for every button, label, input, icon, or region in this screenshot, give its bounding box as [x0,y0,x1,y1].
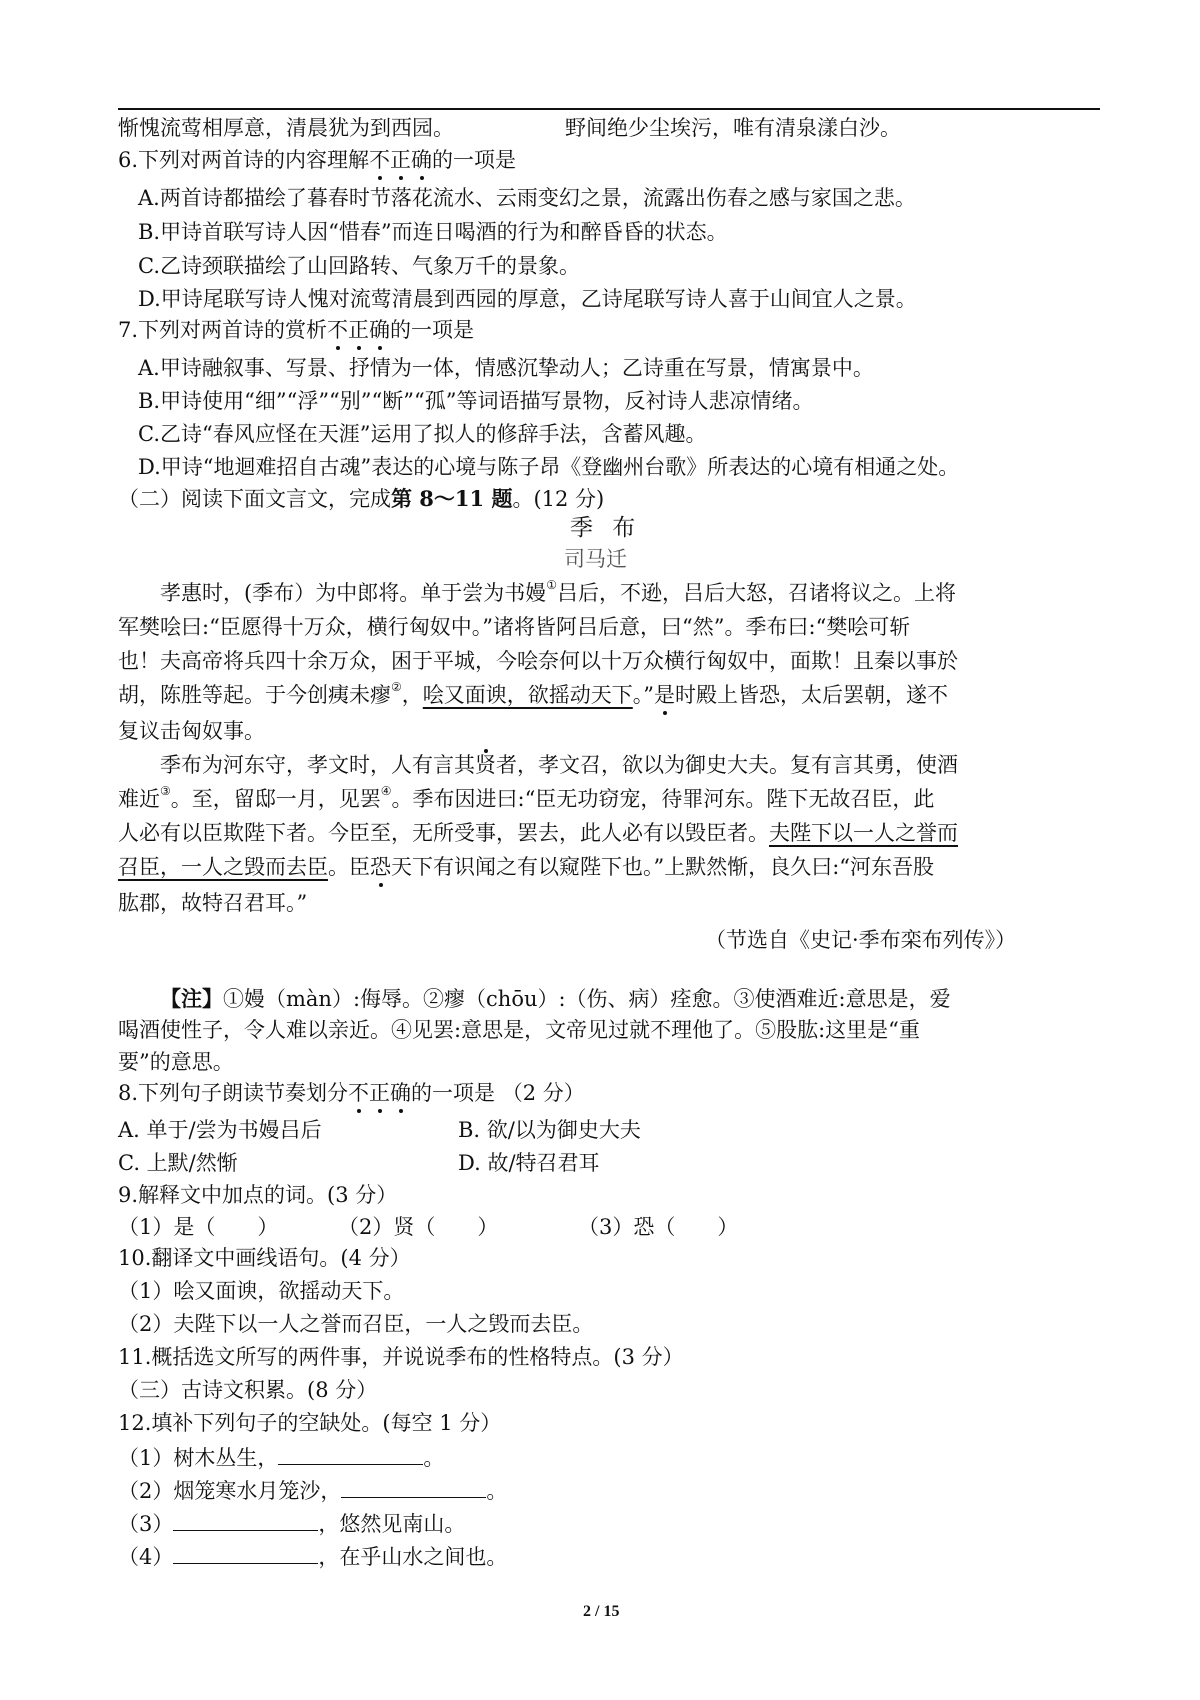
dotted-word-xian: 贤 [475,753,496,777]
q12-item3: （3） ，悠然见南山。 [118,1512,466,1536]
passage-p2-line5: 肱郡，故特召君耳。” [118,891,308,915]
q7-option-b: B.甲诗使用“细”“浮”“别”“断”“孤”等词语描写景物，反衬诗人悲凉情绪。 [138,389,814,413]
q12-stem: 12.填补下列句子的空缺处。(每空 1 分） [118,1411,502,1435]
q6-option-a: A.两首诗都描绘了暮春时节落花流水、云雨变幻之景，流露出伤春之感与家国之悲。 [138,186,916,210]
passage-p1-line3: 也！夫高帝将兵四十余万众，困于平城，今哙奈何以十万众横行匈奴中，面欺！且秦以事於 [118,649,958,673]
q6-stem: 6.下列对两首诗的内容理解不正确的一项是 [118,148,517,172]
dotted-word-shi: 是 [654,683,676,707]
passage-p2-line4: 召臣，一人之毁而去臣。臣恐天下有识闻之有以窥陛下也。”上默然惭，良久曰:“河东吾股 [118,855,935,879]
fill-blank-4 [173,1545,318,1564]
q6-option-d: D.甲诗尾联写诗人愧对流莺清晨到西园的厚意，乙诗尾联写诗人喜于山间宜人之景。 [138,287,917,311]
passage-p2-line3: 人必有以臣欺陛下者。今臣至，无所受事，罢去，此人必有以毁臣者。夫陛下以一人之誉而 [118,821,958,845]
fill-blank-1 [278,1446,423,1465]
underlined-sentence-2a: 夫陛下以一人之誉而 [769,821,958,845]
q8-option-a: A. 单于/尝为书嫚吕后 [118,1118,322,1142]
passage-p1-line1: 孝惠时，(季布）为中郎将。单于尝为书嫚①吕后，不逊，吕后大怒，召诸将议之。上将 [160,578,956,605]
q7-option-a: A.甲诗融叙事、写景、抒情为一体，情感沉挚动人；乙诗重在写景，情寓景中。 [138,356,874,380]
notes-line1: 【注】①嫚（màn）:侮辱。②瘳（chōu）:（伤、病）痊愈。③使酒难近:意思是，爱 [160,986,951,1011]
passage-author: 司马迁 [564,547,627,571]
q9-item2: （2）贤（ ） [338,1215,499,1239]
section2-heading: （二）阅读下面文言文，完成第 8～11 题。(12 分) [118,486,605,511]
q12-item2: （2）烟笼寒水月笼沙， 。 [118,1479,508,1503]
passage-source: （节选自《史记·季布栾布列传》） [705,928,1017,952]
q12-item1: （1）树木丛生， 。 [118,1446,445,1470]
fill-blank-2 [341,1479,486,1498]
q8-option-b: B. 欲/以为御史大夫 [458,1118,641,1142]
q10-stem: 10.翻译文中画线语句。(4 分） [118,1246,411,1270]
q12-item4: （4） ，在乎山水之间也。 [118,1545,508,1569]
q6-option-b: B.甲诗首联写诗人因“惜春”而连日喝酒的行为和醉昏昏的状态。 [138,220,728,244]
q10-item2: （2）夫陛下以一人之誉而召臣，一人之毁而去臣。 [118,1312,594,1336]
q8-stem: 8.下列句子朗读节奏划分不正确的一项是 （2 分） [118,1081,585,1105]
passage-p2-line2: 难近③。至，留邸一月，见罢④。季布因进曰:“臣无功窃宠，待罪河东。陛下无故召臣，此 [118,784,935,811]
q8-option-c: C. 上默/然惭 [118,1151,238,1175]
q7-stem: 7.下列对两首诗的赏析不正确的一项是 [118,318,475,342]
fill-blank-3 [173,1512,318,1531]
passage-title: 季 布 [570,515,642,541]
passage-p1-line2: 军樊哙曰:“臣愿得十万众，横行匈奴中。”诸将皆阿吕后意，曰“然”。季布曰:“樊哙可斩 [118,615,911,639]
underlined-sentence-2b: 召臣，一人之毁而去臣 [118,855,328,879]
passage-p1-line5: 复议击匈奴事。 [118,719,265,743]
section3-heading: （三）古诗文积累。(8 分） [118,1378,378,1402]
passage-p2-line1: 季布为河东守，孝文时，人有言其贤者，孝文召，欲以为御史大夫。复有言其勇，使酒 [160,753,958,777]
dotted-word-kong: 恐 [370,855,391,879]
poem-tail-right: 野间绝少尘埃污，唯有清泉漾白沙。 [565,116,901,140]
q9-item1: （1）是（ ） [118,1215,279,1239]
q10-item1: （1）哙又面谀，欲摇动天下。 [118,1279,405,1303]
q11-stem: 11.概括选文所写的两件事，并说说季布的性格特点。(3 分） [118,1345,684,1369]
page-number: 2 / 15 [583,1603,620,1620]
notes-line3: 要”的意思。 [118,1050,234,1074]
q7-option-c: C.乙诗“春风应怪在天涯”运用了拟人的修辞手法，含蓄风趣。 [138,422,707,446]
passage-p1-line4: 胡，陈胜等起。于今创痍未瘳②，哙又面谀，欲摇动天下。”是时殿上皆恐，太后罢朝，遂不 [118,680,949,707]
top-rule [118,108,1100,110]
underlined-sentence-1: 哙又面谀，欲摇动天下 [422,683,633,707]
q7-option-d: D.甲诗“地迴难招自古魂”表达的心境与陈子昂《登幽州台歌》所表达的心境有相通之处。 [138,455,960,479]
q8-option-d: D. 故/特召君耳 [458,1151,600,1175]
q9-item3: （3）恐（ ） [578,1215,739,1239]
notes-line2: 喝酒使性子，令人难以亲近。④见罢:意思是，文帝见过就不理他了。⑤股肱:这里是“重 [118,1018,920,1042]
q6-option-c: C.乙诗颈联描绘了山回路转、气象万千的景象。 [138,254,580,278]
poem-tail-left: 惭愧流莺相厚意，清晨犹为到西园。 [118,116,454,140]
q9-stem: 9.解释文中加点的词。(3 分） [118,1183,398,1207]
